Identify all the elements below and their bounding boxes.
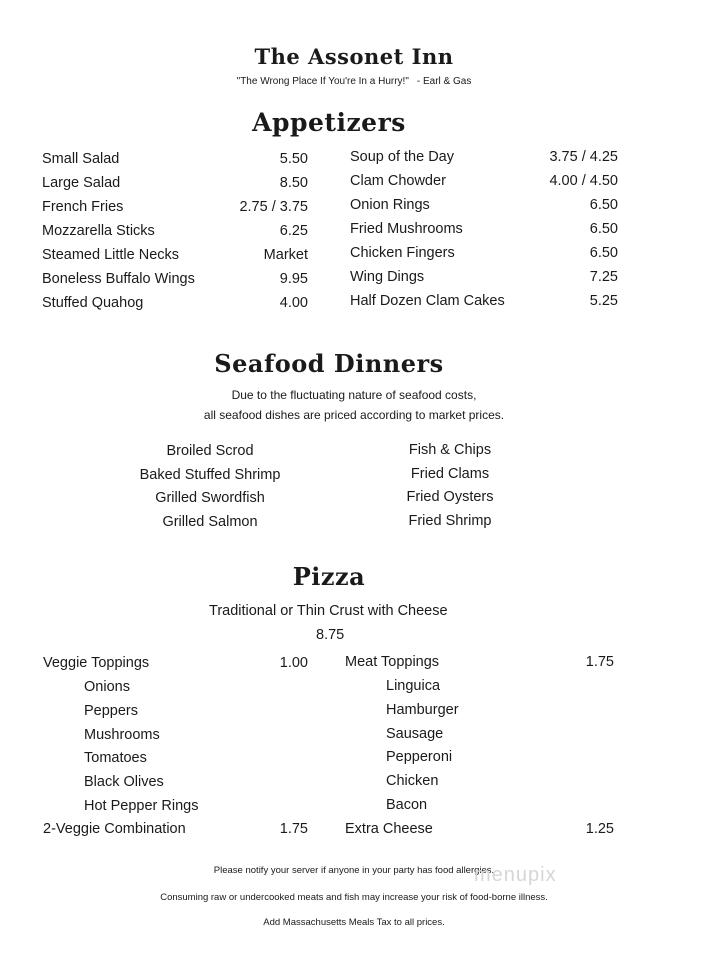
meat-topping: Bacon [386, 797, 428, 813]
raw-food-warning: Consuming raw or undercooked meats and fish may increase your risk of food-borne illness. [160, 892, 548, 903]
meat-topping: Pepperoni [386, 749, 453, 766]
appetizer-price: Market [263, 247, 308, 263]
watermark: menupix [474, 864, 557, 886]
appetizer-name: Fried Mushrooms [350, 221, 463, 237]
appetizer-name: Small Salad [42, 151, 120, 167]
veggie-topping: Hot Pepper Rings [84, 798, 199, 814]
appetizer-name: Boneless Buffalo Wings [42, 271, 195, 287]
appetizer-name: Chicken Fingers [350, 245, 455, 261]
veggie-topping: Black Olives [84, 774, 164, 791]
seafood-item: Grilled Swordfish [155, 490, 265, 506]
appetizer-name: Large Salad [42, 175, 121, 191]
appetizer-price: 7.25 [589, 269, 618, 285]
seafood-note-line1: Due to the fluctuating nature of seafood costs, [231, 388, 477, 402]
tagline-quote: "The Wrong Place If You're In a Hurry!" [236, 76, 409, 87]
meat-topping: Chicken [386, 773, 439, 790]
appetizer-price: 6.25 [279, 223, 308, 239]
appetizer-price: 6.50 [589, 221, 618, 237]
appetizer-name: Stuffed Quahog [42, 295, 144, 311]
veggie-topping: Tomatoes [84, 750, 147, 767]
appetizer-name: Half Dozen Clam Cakes [350, 293, 505, 309]
appetizer-name: Onion Rings [350, 197, 430, 213]
appetizer-price: 8.50 [279, 175, 308, 191]
appetizer-price: 6.50 [589, 197, 618, 213]
appetizer-price: 3.75 / 4.25 [549, 149, 618, 165]
meat-toppings-price: 1.75 [585, 654, 614, 670]
appetizer-price: 6.50 [589, 245, 618, 261]
meat-topping: Sausage [386, 725, 444, 742]
seafood-item: Fish & Chips [408, 442, 492, 458]
appetizer-name: Clam Chowder [350, 173, 446, 189]
extra-cheese-label: Extra Cheese [345, 821, 433, 837]
veggie-topping: Onions [84, 679, 130, 695]
meat-topping: Hamburger [386, 701, 459, 718]
veggie-topping: Peppers [84, 702, 139, 719]
veggie-toppings-price: 1.00 [279, 655, 308, 671]
allergy-notice: Please notify your server if anyone in your party has food allergies. [213, 865, 495, 876]
tax-notice: Add Massachusetts Meals Tax to all prices. [263, 917, 445, 928]
meat-topping: Linguica [386, 678, 441, 694]
appetizer-name: Soup of the Day [350, 149, 454, 165]
seafood-item: Fried Oysters [406, 489, 494, 505]
appetizer-price: 5.25 [589, 293, 618, 309]
appetizer-name: Mozzarella Sticks [42, 223, 155, 239]
appetizer-price: 4.00 [279, 295, 308, 311]
veggie-combo-price: 1.75 [279, 821, 308, 837]
tagline [0, 76, 708, 87]
pizza-base-price: 8.75 [316, 627, 345, 643]
seafood-item: Grilled Salmon [162, 513, 258, 530]
seafood-note-line2: all seafood dishes are priced according to market prices. [203, 408, 505, 422]
seafood-item: Fried Clams [410, 465, 490, 482]
seafood-heading: Seafood Dinners [214, 349, 444, 378]
appetizer-name: Steamed Little Necks [42, 247, 180, 263]
appetizer-price: 2.75 / 3.75 [239, 199, 308, 215]
veggie-topping: Mushrooms [84, 726, 160, 743]
appetizer-price: 5.50 [279, 151, 308, 167]
restaurant-title: The Assonet Inn [254, 44, 454, 69]
appetizers-heading: Appetizers [252, 108, 406, 137]
seafood-item: Broiled Scrod [166, 443, 254, 459]
appetizer-price: 4.00 / 4.50 [549, 173, 618, 189]
veggie-toppings-label: Veggie Toppings [43, 655, 150, 671]
seafood-item: Fried Shrimp [408, 512, 492, 529]
extra-cheese-price: 1.25 [585, 821, 614, 837]
appetizer-name: Wing Dings [350, 269, 425, 285]
pizza-heading: Pizza [292, 562, 366, 591]
meat-toppings-label: Meat Toppings [345, 654, 440, 670]
pizza-base: Traditional or Thin Crust with Cheese [209, 603, 448, 619]
veggie-combo-label: 2-Veggie Combination [43, 821, 186, 837]
appetizer-price: 9.95 [279, 271, 308, 287]
tagline-credit: - Earl & Gas [416, 76, 472, 87]
seafood-item: Baked Stuffed Shrimp [139, 466, 281, 483]
appetizer-name: French Fries [42, 199, 124, 215]
